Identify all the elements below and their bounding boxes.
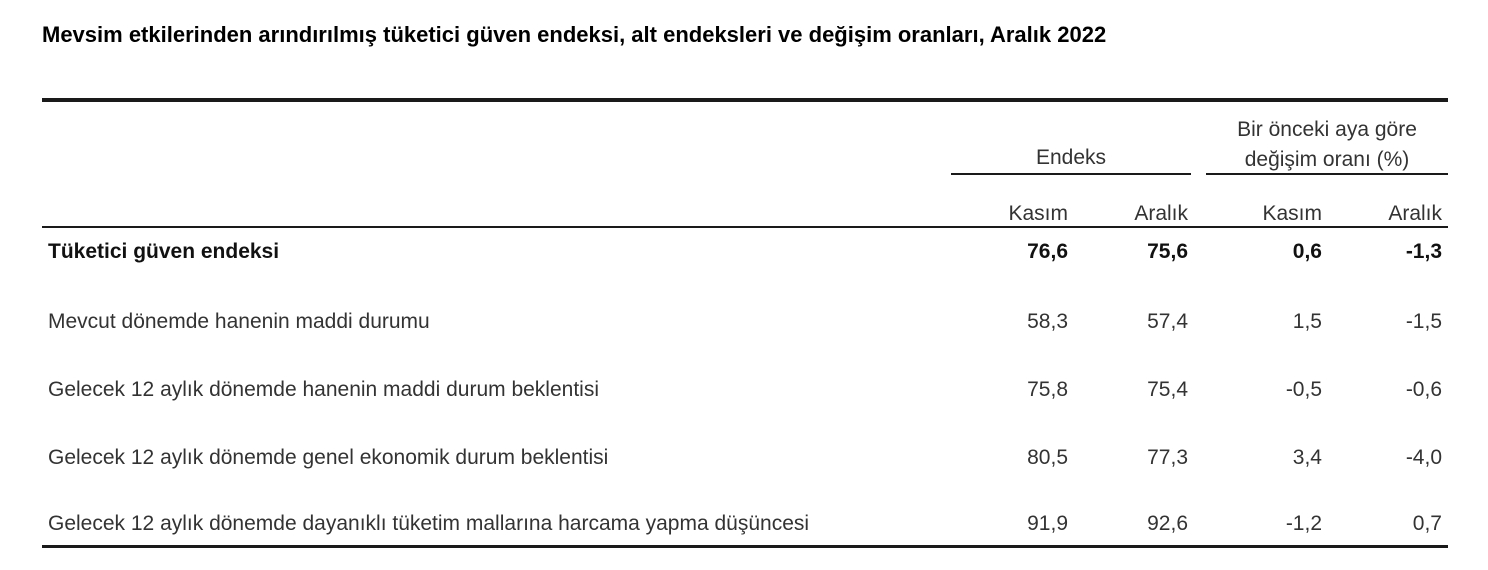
cell-endeks-aralik: 75,6 xyxy=(1147,240,1188,263)
table-row xyxy=(42,310,1448,340)
cell-endeks-kasim: 58,3 xyxy=(1027,310,1068,333)
cell-endeks-aralik: 57,4 xyxy=(1147,310,1188,333)
subheader-endeks-kasim: Kasım xyxy=(1008,202,1068,225)
table-title: Mevsim etkilerinden arındırılmış tüketici güven endeksi, alt endeksleri ve değişim oranları, Aralık 2022 xyxy=(42,22,1107,47)
table-row xyxy=(42,446,1448,476)
subheader-degisim-aralik: Aralık xyxy=(1388,202,1442,225)
subheader-rule xyxy=(42,226,1448,228)
cell-degisim-kasim: 1,5 xyxy=(1292,310,1322,333)
cell-degisim-aralik: -4,0 xyxy=(1405,446,1442,469)
group-header-endeks: Endeks xyxy=(1035,146,1107,169)
bottom-rule xyxy=(42,545,1448,548)
row-label: Mevcut dönemde hanenin maddi durumu xyxy=(48,310,430,333)
degisim-group-rule xyxy=(1206,173,1448,175)
endeks-group-rule xyxy=(951,173,1191,175)
row-label: Gelecek 12 aylık dönemde dayanıklı tüketim mallarına harcama yapma düşüncesi xyxy=(48,512,810,535)
cell-degisim-aralik: -1,5 xyxy=(1405,310,1442,333)
cell-endeks-aralik: 77,3 xyxy=(1147,446,1188,469)
cell-degisim-aralik: -0,6 xyxy=(1405,378,1442,401)
cell-degisim-aralik: -1,3 xyxy=(1405,240,1442,263)
row-label: Gelecek 12 aylık dönemde genel ekonomik durum beklentisi xyxy=(48,446,609,469)
cell-endeks-aralik: 92,6 xyxy=(1147,512,1188,535)
cell-degisim-kasim: -1,2 xyxy=(1285,512,1322,535)
cell-degisim-aralik: 0,7 xyxy=(1412,512,1442,535)
cell-endeks-aralik: 75,4 xyxy=(1147,378,1188,401)
table-row xyxy=(42,378,1448,408)
top-rule xyxy=(42,98,1448,102)
cell-degisim-kasim: 0,6 xyxy=(1292,240,1322,263)
cell-endeks-kasim: 76,6 xyxy=(1027,240,1068,263)
cell-degisim-kasim: -0,5 xyxy=(1285,378,1322,401)
cell-endeks-kasim: 91,9 xyxy=(1027,512,1068,535)
cell-endeks-kasim: 80,5 xyxy=(1027,446,1068,469)
row-label: Gelecek 12 aylık dönemde hanenin maddi durum beklentisi xyxy=(48,378,599,401)
cell-endeks-kasim: 75,8 xyxy=(1027,378,1068,401)
group-header-degisim: Bir önceki aya göre değişim oranı (%) xyxy=(1237,118,1417,171)
subheader-endeks-aralik: Aralık xyxy=(1134,202,1188,225)
cell-degisim-kasim: 3,4 xyxy=(1292,446,1322,469)
row-label: Tüketici güven endeksi xyxy=(48,240,280,263)
table-row xyxy=(42,512,1448,542)
subheader-degisim-kasim: Kasım xyxy=(1262,202,1322,225)
table-row xyxy=(42,240,1448,270)
